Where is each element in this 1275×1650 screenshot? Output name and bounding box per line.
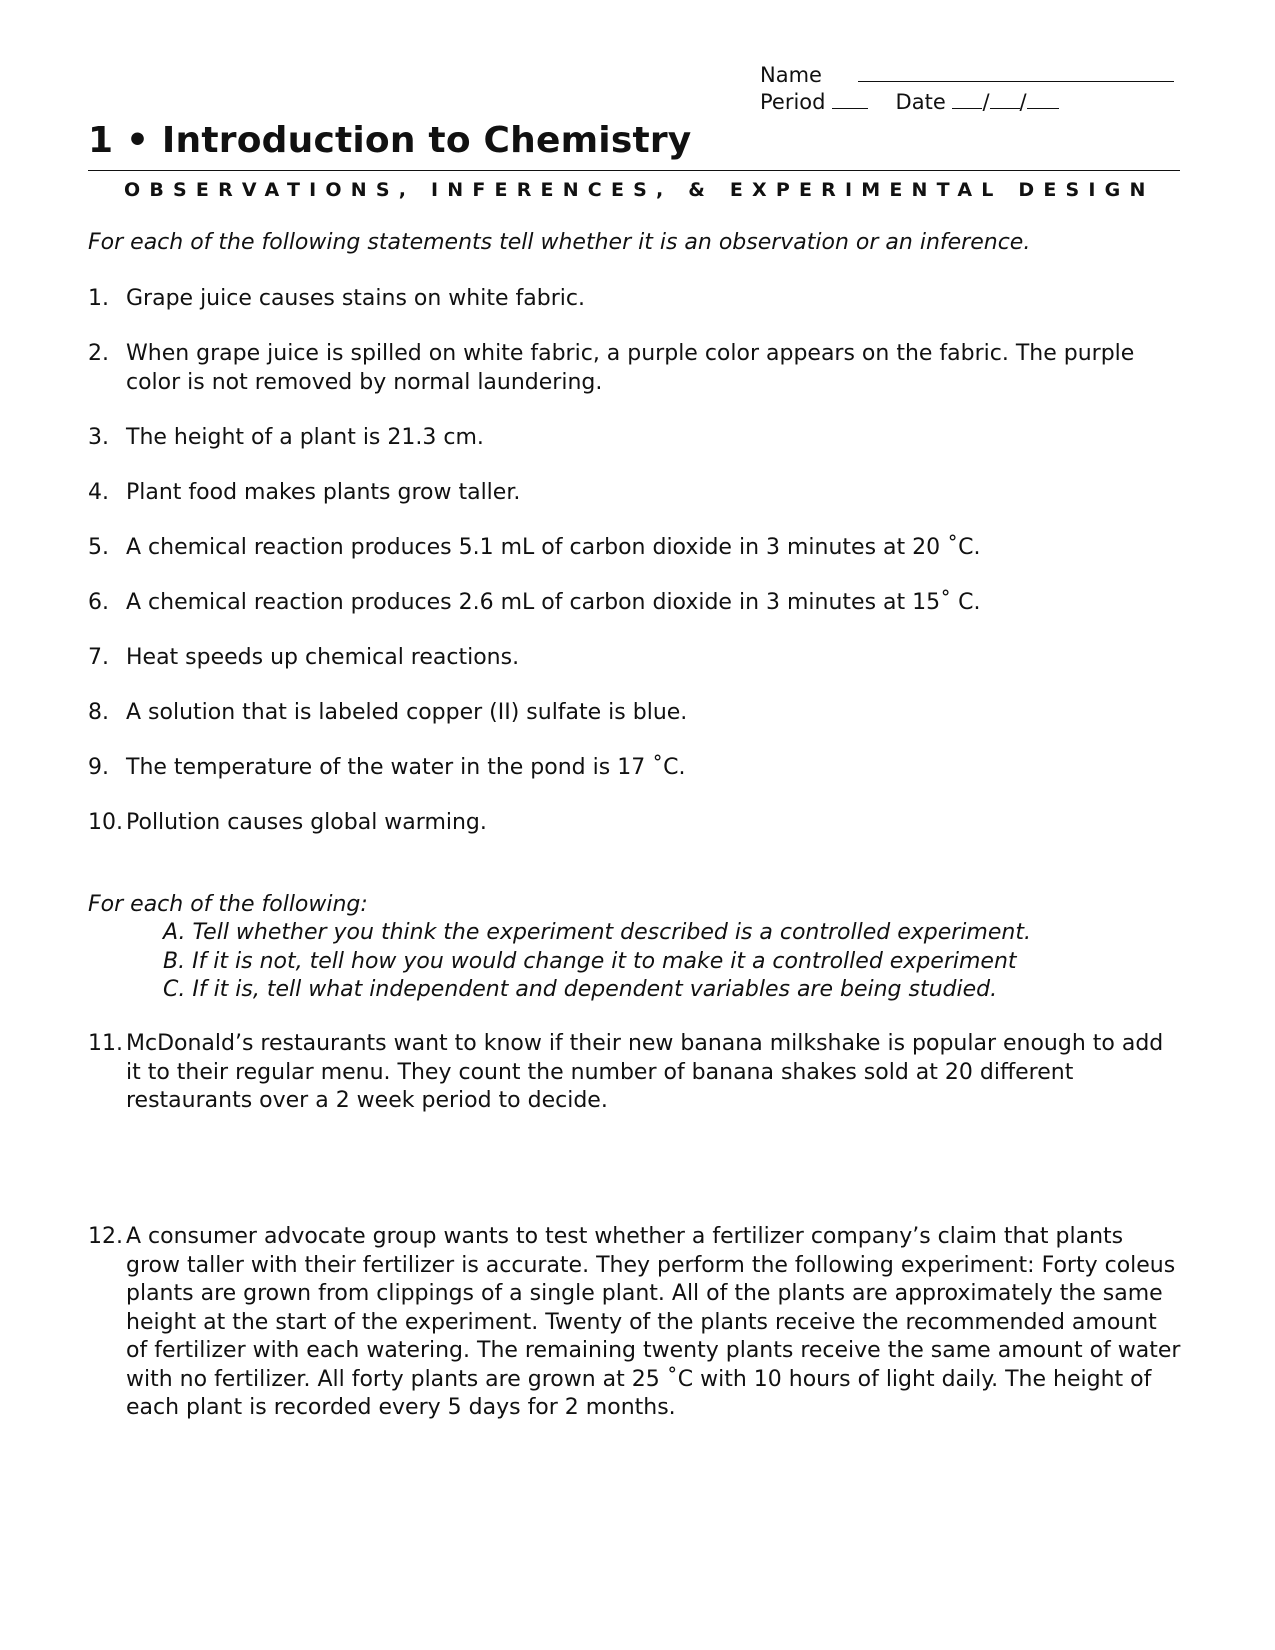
name-field[interactable] xyxy=(760,62,1174,88)
date-year-blank[interactable] xyxy=(1027,89,1059,109)
name-label: Name xyxy=(760,63,822,87)
subitem-c: C. If it is, tell what independent and dependent variables are being studied. xyxy=(163,977,998,1002)
question-number: 4. xyxy=(88,480,109,505)
date-day-blank[interactable] xyxy=(990,89,1020,109)
question-item xyxy=(88,285,1180,314)
question-item xyxy=(88,644,1180,673)
question-text: McDonald’s restaurants want to know if their new banana milkshake is popular enough to add it to their regular menu. They count the number of banana shakes sold at 20 different restaurants over a 2 week period to decide. xyxy=(126,1031,1164,1113)
question-number: 1. xyxy=(88,286,109,311)
question-number: 5. xyxy=(88,535,109,560)
question-number: 2. xyxy=(88,341,109,366)
section2-subitems xyxy=(163,919,1031,1005)
question-text: Pollution causes global warming. xyxy=(126,810,487,835)
question-item xyxy=(88,754,1180,783)
question-item xyxy=(88,809,1180,838)
subitem-a: A. Tell whether you think the experiment described is a controlled experiment. xyxy=(163,920,1031,945)
section1-instruction: For each of the following statements tell whether it is an observation or an inference. xyxy=(88,230,1031,255)
section-subtitle: OBSERVATIONS, INFERENCES, & EXPERIMENTAL DESIGN xyxy=(124,179,1155,201)
question-text: A solution that is labeled copper (II) sulfate is blue. xyxy=(126,700,688,725)
question-item xyxy=(88,1223,1182,1423)
question-text: A consumer advocate group wants to test whether a fertilizer company’s claim that plants grow taller with their fertilizer is accurate. They perform the following experiment: Forty coleus plants are grown from clippings of a single plant. All of the plants are approximately the same height at the start of the experiment. Twenty of the plants receive the recommended amount of fertilizer with each watering. The remaining twenty plants receive the same amount of water with no fertilizer. All forty plants are grown at 25 ˚C with 10 hours of light daily. The height of each plant is recorded every 5 days for 2 months. xyxy=(126,1224,1181,1420)
question-number: 11. xyxy=(88,1031,123,1056)
question-text: A chemical reaction produces 2.6 mL of carbon dioxide in 3 minutes at 15˚ C. xyxy=(126,590,981,615)
date-separator: / xyxy=(982,90,990,114)
date-separator: / xyxy=(1019,90,1027,114)
question-item xyxy=(88,589,1180,618)
question-text: Plant food makes plants grow taller. xyxy=(126,480,521,505)
question-text: Heat speeds up chemical reactions. xyxy=(126,645,520,670)
question-number: 9. xyxy=(88,755,109,780)
title-divider xyxy=(88,170,1180,171)
question-text: The height of a plant is 21.3 cm. xyxy=(126,425,484,450)
question-text: A chemical reaction produces 5.1 mL of carbon dioxide in 3 minutes at 20 ˚C. xyxy=(126,535,981,560)
period-blank[interactable] xyxy=(832,89,868,109)
page-title: 1 • Introduction to Chemistry xyxy=(88,120,692,161)
question-item xyxy=(88,1030,1182,1116)
section2-instruction: For each of the following: xyxy=(88,892,368,917)
question-item xyxy=(88,699,1180,728)
date-month-blank[interactable] xyxy=(952,89,982,109)
question-item xyxy=(88,340,1178,397)
question-item xyxy=(88,424,1180,453)
question-number: 3. xyxy=(88,425,109,450)
question-item xyxy=(88,534,1180,563)
period-label: Period xyxy=(760,90,826,114)
question-number: 12. xyxy=(88,1224,123,1249)
question-text: Grape juice causes stains on white fabric. xyxy=(126,286,585,311)
question-item xyxy=(88,479,1180,508)
period-date-field xyxy=(760,89,1059,115)
question-text: When grape juice is spilled on white fabric, a purple color appears on the fabric. The purple color is not removed by normal laundering. xyxy=(126,341,1135,395)
date-label: Date xyxy=(895,90,946,114)
question-number: 10. xyxy=(88,810,123,835)
question-number: 6. xyxy=(88,590,109,615)
subitem-b: B. If it is not, tell how you would change it to make it a controlled experiment xyxy=(163,948,1017,974)
name-blank[interactable] xyxy=(858,62,1174,82)
question-number: 7. xyxy=(88,645,109,670)
question-text: The temperature of the water in the pond is 17 ˚C. xyxy=(126,755,686,780)
question-number: 8. xyxy=(88,700,109,725)
